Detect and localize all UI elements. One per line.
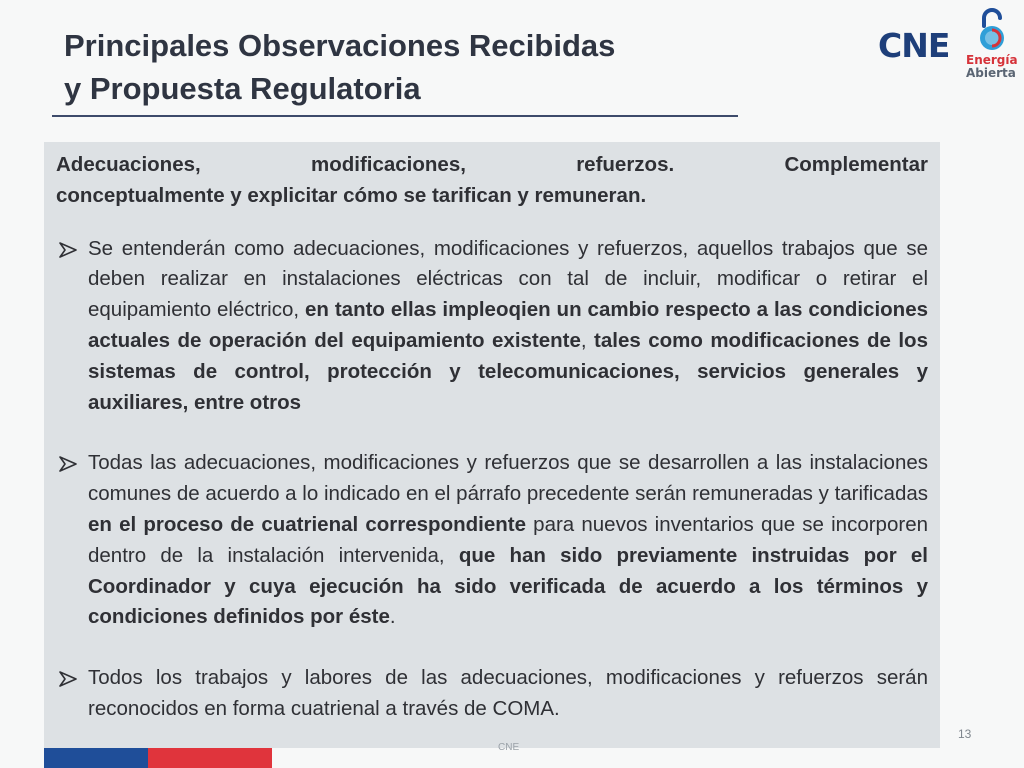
bullet-1-text: Se entenderán como adecuaciones, modificaciones y refuerzos, aquellos trabajos que se deben realizar en instalaciones eléctricas con tal de incluir, modificar o retirar el equipamiento eléctrico, en tanto ellas impleoqien un cambio respecto a las condiciones actuales de operación del equipamiento existente, tales como modificaciones de los sistemas de control, protección y telecomunicaciones, servicios generales y auxiliares, entre otros — [88, 236, 929, 414]
footer-red-segment — [148, 748, 272, 768]
title-line-2: y Propuesta Regulatoria — [64, 71, 421, 106]
energia-abierta-logo — [962, 8, 1020, 88]
slide-title — [64, 24, 615, 110]
arrow-bullet-icon — [58, 663, 80, 693]
bullet-3-text: Todos los trabajos y labores de las adecuaciones, modificaciones y refuerzos serán reconocidos en forma cuatrienal a través de COMA. — [88, 666, 928, 720]
abierta-text: Abierta — [966, 66, 1016, 80]
footer-label: CNE — [498, 742, 520, 753]
energia-text: Energía — [966, 53, 1018, 67]
title-divider — [52, 115, 738, 117]
arrow-bullet-icon — [58, 234, 80, 264]
bullet-item-1 — [56, 234, 928, 419]
bullet-2-text: Todas las adecuaciones, modificaciones y refuerzos que se desarrollen a las instalaciones comunes de acuerdo a lo indicado en el párrafo precedente serán remuneradas y tarificadas en el proceso de cuatrienal correspondiente para nuevos inventarios que se incorporen dentro de la instalación intervenida, que han sido previamente instruidas por el Coordinador y cuya ejecución ha sido verificada de acuerdo a los términos y condiciones definidos por éste. — [88, 451, 928, 629]
bullet-item-3 — [56, 663, 928, 725]
page-number: 13 — [958, 727, 972, 741]
padlock-icon — [976, 8, 1008, 54]
arrow-bullet-icon — [58, 448, 80, 478]
content-heading — [56, 150, 928, 212]
footer-brand-bar — [44, 748, 272, 768]
heading-line-1: Adecuaciones, modificaciones, refuerzos. Complementar — [56, 153, 928, 176]
bullet-item-2 — [56, 448, 928, 633]
cne-logo: CNE — [878, 26, 950, 65]
footer-blue-segment — [44, 748, 148, 768]
content-box — [44, 142, 940, 748]
title-line-1: Principales Observaciones Recibidas — [64, 28, 616, 63]
heading-line-2: conceptualmente y explicitar cómo se tarifican y remuneran. — [56, 183, 647, 207]
